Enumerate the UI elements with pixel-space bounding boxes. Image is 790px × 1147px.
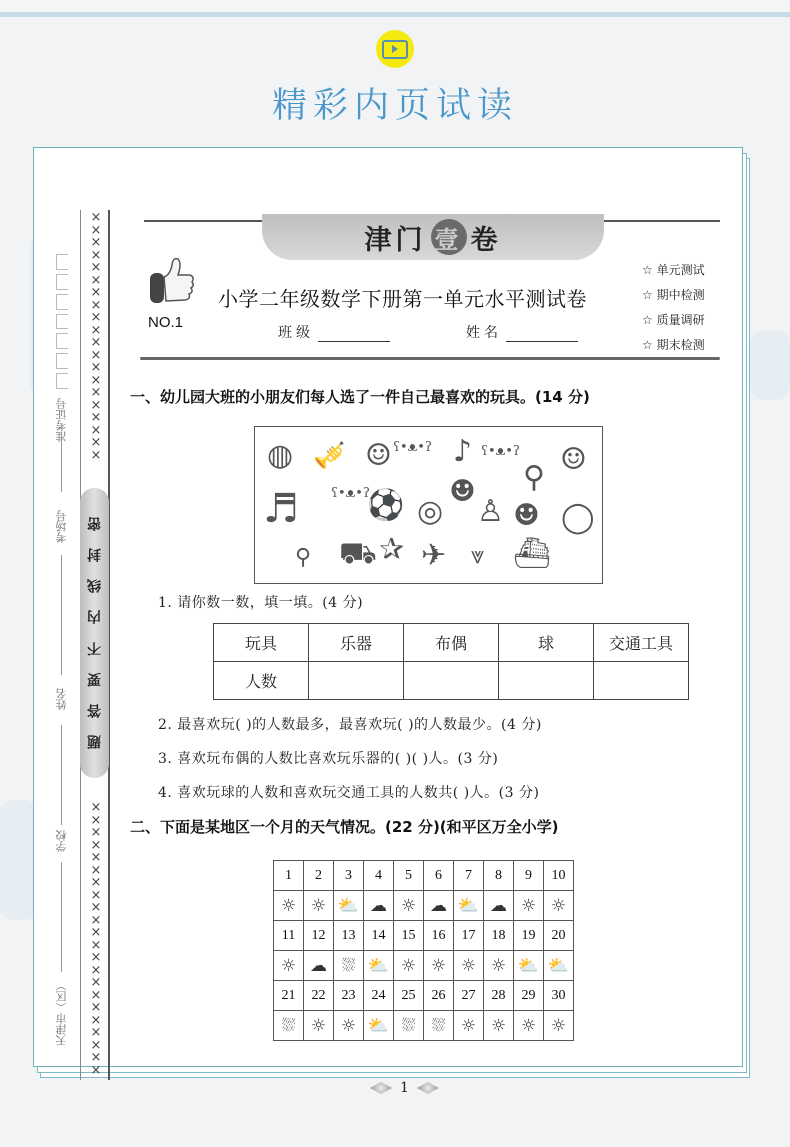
tennis-ball-icon: ◯: [561, 500, 595, 535]
trumpet-icon: 🎺: [313, 441, 346, 471]
tag-label: 质量调研: [656, 313, 705, 327]
day-number: 24: [364, 981, 394, 1011]
binding-margin: [48, 210, 120, 1080]
basketball-icon: ◍: [267, 438, 294, 473]
puppet-icon: ♙: [477, 494, 504, 529]
sunny-icon: ☼: [454, 951, 484, 981]
class-input[interactable]: [318, 325, 390, 342]
tag-label: 期末检测: [656, 338, 705, 352]
play-video-icon[interactable]: [376, 30, 414, 68]
table-header-cell: 乐器: [309, 624, 404, 662]
page-number-text: 1: [400, 1080, 409, 1096]
sunny-icon: ☼: [334, 1011, 364, 1041]
name-field[interactable]: [466, 322, 578, 342]
table-header-row: [214, 624, 689, 662]
sunny-icon: ☼: [274, 951, 304, 981]
exam-number-label: 准考证号: [55, 398, 68, 442]
puppet-icon: ☻: [513, 498, 540, 533]
guitar-icon: ♪: [453, 434, 473, 469]
sunny-icon: ☼: [394, 891, 424, 921]
question-1: 1. 请你数一数，填一填。(4 分): [158, 595, 364, 611]
star-icon: ☆: [642, 313, 653, 327]
day-number: 21: [274, 981, 304, 1011]
day-number: 15: [394, 921, 424, 951]
sunny-icon: ☼: [394, 951, 424, 981]
ping-pong-paddle-icon: ⚲: [295, 545, 312, 570]
sunny-icon: ☼: [274, 891, 304, 921]
day-number: 19: [514, 921, 544, 951]
thumbs-up-icon: [148, 255, 196, 310]
toy-count-table: [213, 623, 689, 700]
teddy-bear-icon: ʕ•ᴥ•ʔ: [481, 444, 520, 459]
city-district-label: 天津市（区）: [55, 980, 68, 1046]
banner-rule: [592, 220, 720, 222]
header-divider: [140, 357, 720, 360]
day-number: 14: [364, 921, 394, 951]
sunny-icon: ☼: [484, 1011, 514, 1041]
day-number: 27: [454, 981, 484, 1011]
soccer-ball-icon: ⚽: [367, 488, 405, 523]
rain-icon: ⛆: [274, 1011, 304, 1041]
doll-icon: ☺: [560, 442, 587, 477]
cloudy-icon: ☁: [304, 951, 334, 981]
car-icon: ⛟: [339, 536, 377, 571]
fill-line: [61, 555, 62, 675]
tag-unit-test: [642, 258, 705, 283]
sunny-icon: ☼: [544, 891, 574, 921]
name-input[interactable]: [506, 325, 578, 342]
day-number: 11: [274, 921, 304, 951]
partly-cloudy-icon: ⛅: [544, 951, 574, 981]
day-number: 30: [544, 981, 574, 1011]
seal-char: 不: [86, 641, 103, 656]
star-icon: ☆: [642, 338, 653, 352]
weather-day-row: [274, 861, 574, 891]
day-number: 25: [394, 981, 424, 1011]
weather-day-row: [274, 981, 574, 1011]
banner-text: 津门: [364, 224, 427, 256]
page-number: [370, 1080, 439, 1096]
banner-text: 卷: [470, 224, 502, 256]
sunny-icon: ☼: [454, 1011, 484, 1041]
seal-char: 答: [86, 704, 103, 719]
airplane-icon: ✈: [421, 538, 447, 573]
star-icon: ☆: [642, 263, 653, 277]
sunny-icon: ☼: [544, 1011, 574, 1041]
exam-room-label: 考场号: [55, 510, 68, 543]
banner-rule: [144, 220, 274, 222]
doll-icon: ☺: [365, 438, 392, 473]
day-number: 10: [544, 861, 574, 891]
toys-illustration: [254, 426, 603, 584]
exam-type-tags: [642, 258, 705, 358]
sunny-icon: ☼: [514, 891, 544, 921]
day-number: 7: [454, 861, 484, 891]
sunny-icon: ☼: [304, 891, 334, 921]
weather-icon-row: [274, 951, 574, 981]
teddy-bear-icon: ʕ•ᴥ•ʔ: [393, 440, 432, 455]
fill-line: [61, 725, 62, 825]
partly-cloudy-icon: ⛅: [364, 951, 394, 981]
sunny-icon: ☼: [424, 951, 454, 981]
weather-icon-row: [274, 891, 574, 921]
school-label: 学校: [55, 830, 68, 852]
seal-char: 封: [86, 547, 103, 562]
star-doll-icon: ✰: [379, 532, 405, 567]
class-label: 班级: [278, 325, 314, 341]
table-row-label: 人数: [214, 662, 309, 700]
table-header-cell: 球: [499, 624, 594, 662]
question-4: 4. 喜欢玩球的人数和喜欢玩交通工具的人数共( )人。(3 分): [158, 785, 540, 801]
piano-icon: ♬: [263, 486, 299, 532]
table-row: [214, 662, 689, 700]
day-number: 13: [334, 921, 364, 951]
cut-marks-bottom: × × × × × × × × × × × × × × × × × × × × × ×: [90, 800, 102, 1078]
day-number: 29: [514, 981, 544, 1011]
top-strip: [0, 0, 790, 12]
cloudy-icon: ☁: [484, 891, 514, 921]
day-number: 22: [304, 981, 334, 1011]
star-icon: ☆: [642, 288, 653, 302]
day-number: 2: [304, 861, 334, 891]
fill-line: [61, 442, 62, 492]
partly-cloudy-icon: ⛅: [364, 1011, 394, 1041]
section1-title: 一、幼儿园大班的小朋友们每人选了一件自己最喜欢的玩具。(14 分): [130, 388, 590, 406]
tag-midterm: [642, 283, 705, 308]
ship-icon: ⛴: [513, 536, 552, 571]
day-number: 26: [424, 981, 454, 1011]
cloudy-icon: ☁: [364, 891, 394, 921]
sunny-icon: ☼: [514, 1011, 544, 1041]
seal-line-band: [80, 488, 109, 778]
day-number: 23: [334, 981, 364, 1011]
rain-icon: ⛆: [424, 1011, 454, 1041]
seal-char: 题: [86, 735, 103, 750]
question-2: 2. 最喜欢玩( )的人数最多，最喜欢玩( )的人数最少。(4 分): [158, 717, 542, 733]
volleyball-icon: ◎: [417, 494, 444, 529]
top-divider: [0, 12, 790, 17]
page-headline: 精彩内页试读: [271, 86, 518, 126]
answer-cell-dolls[interactable]: [404, 662, 499, 700]
class-field[interactable]: [278, 322, 390, 342]
tag-quality-survey: [642, 308, 705, 333]
day-number: 18: [484, 921, 514, 951]
background-decoration: [750, 330, 790, 400]
question-3: 3. 喜欢玩布偶的人数比喜欢玩乐器的( )( )人。(3 分): [158, 751, 499, 767]
tag-final: [642, 333, 705, 358]
day-number: 1: [274, 861, 304, 891]
exam-title: 小学二年级数学下册第一单元水平测试卷: [218, 287, 587, 311]
fill-line: [61, 862, 62, 972]
exam-number-badge: NO.1: [148, 314, 184, 331]
name-label: 姓名: [466, 325, 502, 341]
series-banner: [262, 214, 604, 260]
answer-cell-instruments[interactable]: [309, 662, 404, 700]
day-number: 16: [424, 921, 454, 951]
puppet-icon: ☻: [449, 474, 476, 509]
weather-day-row: [274, 921, 574, 951]
tag-label: 期中检测: [656, 288, 705, 302]
partly-cloudy-icon: ⛅: [454, 891, 484, 921]
banner-circle-char: 壹: [431, 219, 467, 255]
seal-char: 要: [86, 672, 103, 687]
answer-cell-vehicles[interactable]: [594, 662, 689, 700]
table-header-cell: 布偶: [404, 624, 499, 662]
cut-marks-top: × × × × × × × × × × × × × × × × × × × ×: [90, 210, 102, 463]
day-number: 12: [304, 921, 334, 951]
name-label: 姓名: [55, 688, 68, 710]
shuttlecock-icon: ⩔: [471, 541, 485, 569]
day-number: 8: [484, 861, 514, 891]
seal-char: 线: [86, 579, 103, 594]
partly-cloudy-icon: ⛅: [334, 891, 364, 921]
answer-cell-balls[interactable]: [499, 662, 594, 700]
exam-number-boxes: [56, 254, 68, 389]
tricycle-icon: ⚲: [523, 460, 545, 495]
day-number: 3: [334, 861, 364, 891]
diamond-ornament-icon: [370, 1082, 392, 1094]
rain-icon: ⛆: [334, 951, 364, 981]
sunny-icon: ☼: [304, 1011, 334, 1041]
day-number: 6: [424, 861, 454, 891]
weather-calendar: [273, 860, 574, 1041]
day-number: 28: [484, 981, 514, 1011]
sunny-icon: ☼: [484, 951, 514, 981]
weather-icon-row: [274, 1011, 574, 1041]
day-number: 5: [394, 861, 424, 891]
section2-title: 二、下面是某地区一个月的天气情况。(22 分)(和平区万全小学): [130, 818, 559, 836]
partly-cloudy-icon: ⛅: [514, 951, 544, 981]
day-number: 9: [514, 861, 544, 891]
day-number: 17: [454, 921, 484, 951]
rain-icon: ⛆: [394, 1011, 424, 1041]
table-header-cell: 玩具: [214, 624, 309, 662]
cloudy-icon: ☁: [424, 891, 454, 921]
seal-char: 密: [86, 516, 103, 531]
teddy-bear-icon: ʕ•ᴥ•ʔ: [331, 486, 370, 501]
day-number: 20: [544, 921, 574, 951]
day-number: 4: [364, 861, 394, 891]
seal-char: 内: [86, 610, 103, 625]
table-header-cell: 交通工具: [594, 624, 689, 662]
diamond-ornament-icon: [417, 1082, 439, 1094]
tag-label: 单元测试: [656, 263, 705, 277]
